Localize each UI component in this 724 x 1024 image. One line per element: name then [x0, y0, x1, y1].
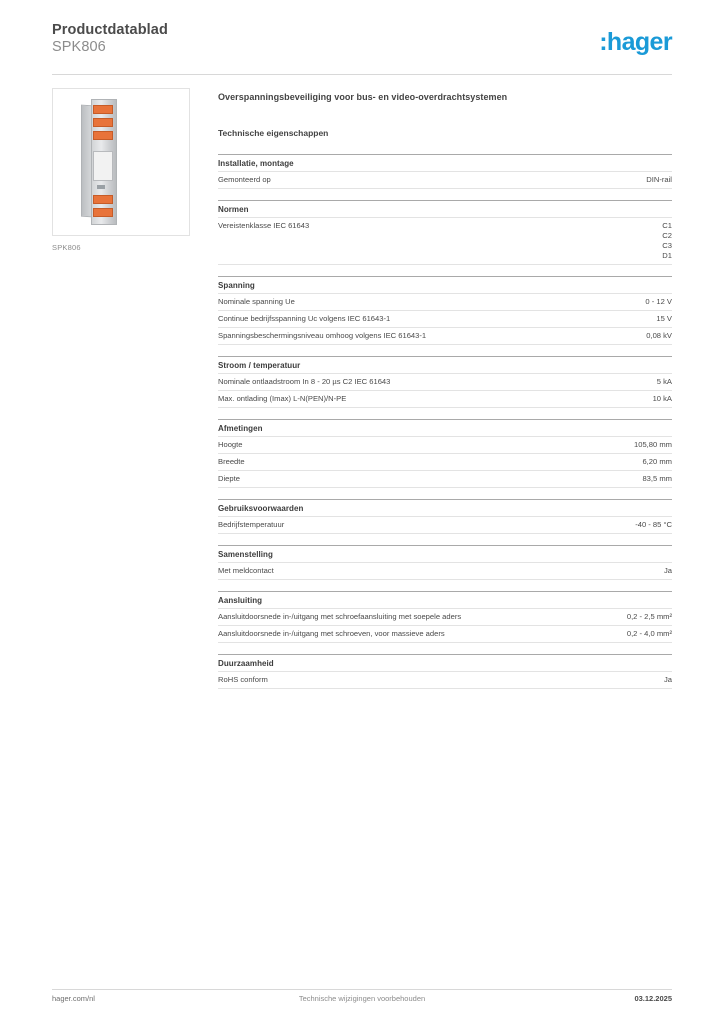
specification-group [218, 654, 672, 700]
device-label-window [93, 151, 113, 181]
specification-label: Continue bedrijfsspanning Uc volgens IEC 61643-1 [218, 314, 391, 323]
specification-value: 10 kA [652, 394, 672, 403]
specification-group [218, 200, 672, 276]
specification-value: 105,80 mm [634, 440, 672, 449]
specification-value: Ja [663, 675, 672, 684]
specification-row [218, 471, 672, 488]
specification-group-heading: Afmetingen [218, 419, 672, 437]
specification-group [218, 499, 672, 545]
group-spacer [218, 643, 672, 654]
specification-row [218, 294, 672, 311]
specification-group-heading: Stroom / temperatuur [218, 356, 672, 374]
group-spacer [218, 689, 672, 700]
specification-label: Bedrijfstemperatuur [218, 520, 285, 529]
specification-row [218, 454, 672, 471]
product-description: Overspanningsbeveiliging voor bus- en video-overdrachtsystemen [218, 92, 508, 102]
specification-value: 15 V [656, 314, 672, 323]
hager-logo: :hager [599, 28, 672, 56]
specification-value: 5 kA [656, 377, 672, 386]
footer-date: 03.12.2025 [634, 994, 672, 1003]
specification-label: Met meldcontact [218, 566, 274, 575]
group-spacer [218, 408, 672, 419]
page-title: Productdatablad [52, 22, 168, 38]
specification-group-heading: Gebruiksvoorwaarden [218, 499, 672, 517]
specification-value: 0 - 12 V [645, 297, 672, 306]
specifications-section [218, 92, 672, 700]
specification-label: Max. ontlading (Imax) L-N(PEN)/N-PE [218, 394, 347, 403]
terminal-block-icon [93, 131, 113, 140]
specification-value: 6,20 mm [642, 457, 672, 466]
specification-value: DIN-rail [646, 175, 672, 184]
specification-label: Gemonteerd op [218, 175, 271, 184]
specification-group [218, 356, 672, 419]
footer-divider [52, 989, 672, 990]
group-spacer [218, 345, 672, 356]
specification-label: RoHS conform [218, 675, 268, 684]
specification-row [218, 374, 672, 391]
specification-group [218, 545, 672, 591]
figure-caption: SPK806 [52, 243, 81, 252]
terminal-block-icon [93, 195, 113, 204]
terminal-block-icon [93, 118, 113, 127]
group-spacer [218, 488, 672, 499]
group-spacer [218, 580, 672, 591]
specification-row [218, 328, 672, 345]
terminal-block-icon [93, 208, 113, 217]
page-footer [52, 994, 672, 1008]
product-figure [52, 88, 188, 252]
product-image [52, 88, 190, 236]
specification-label: Nominale ontlaadstroom In 8 - 20 µs C2 IEC 61643 [218, 377, 391, 386]
footer-website-link[interactable]: hager.com/nl [52, 994, 95, 1003]
specification-label: Aansluitdoorsnede in-/uitgang met schroefaansluiting met soepele aders [218, 612, 462, 621]
specification-row [218, 172, 672, 189]
specification-group [218, 591, 672, 654]
specification-value: 0,2 - 2,5 mm² [626, 612, 672, 621]
specification-value: 0,08 kV [646, 331, 672, 340]
specification-group [218, 419, 672, 499]
specification-group-heading: Spanning [218, 276, 672, 294]
specification-row [218, 672, 672, 689]
device-illustration [81, 99, 123, 225]
specification-row [218, 218, 672, 265]
specification-group [218, 154, 672, 200]
status-led-icon [97, 185, 105, 189]
specification-value: C1 C2 C3 D1 [662, 221, 672, 260]
specification-value: -40 - 85 °C [635, 520, 672, 529]
group-spacer [218, 189, 672, 200]
specification-row [218, 609, 672, 626]
specification-value: 83,5 mm [642, 474, 672, 483]
group-spacer [218, 534, 672, 545]
specification-row [218, 391, 672, 408]
specification-row [218, 311, 672, 328]
terminal-block-icon [93, 105, 113, 114]
specification-group-heading: Samenstelling [218, 545, 672, 563]
specification-label: Hoogte [218, 440, 243, 449]
footer-disclaimer: Technische wijzigingen voorbehouden [298, 994, 426, 1003]
specification-value: Ja [663, 566, 672, 575]
header-divider [52, 74, 672, 75]
specification-label: Vereistenklasse IEC 61643 [218, 221, 310, 230]
specification-row [218, 517, 672, 534]
specification-label: Spanningsbeschermingsniveau omhoog volgens IEC 61643-1 [218, 331, 427, 340]
specification-row [218, 563, 672, 580]
specification-row [218, 626, 672, 643]
specification-label: Diepte [218, 474, 240, 483]
specification-value: 0,2 - 4,0 mm² [626, 629, 672, 638]
specification-label: Aansluitdoorsnede in-/uitgang met schroeven, voor massieve aders [218, 629, 445, 638]
specification-group-heading: Normen [218, 200, 672, 218]
specification-group [218, 276, 672, 356]
specification-label: Nominale spanning Ue [218, 297, 295, 306]
specification-group-heading: Duurzaamheid [218, 654, 672, 672]
specification-group-heading: Installatie, montage [218, 154, 672, 172]
specification-row [218, 437, 672, 454]
specification-group-heading: Aansluiting [218, 591, 672, 609]
specification-label: Breedte [218, 457, 245, 466]
product-reference: SPK806 [52, 39, 106, 55]
page-header [52, 22, 672, 68]
group-spacer [218, 265, 672, 276]
technical-characteristics-heading: Technische eigenschappen [218, 128, 329, 138]
specification-groups [218, 154, 672, 700]
